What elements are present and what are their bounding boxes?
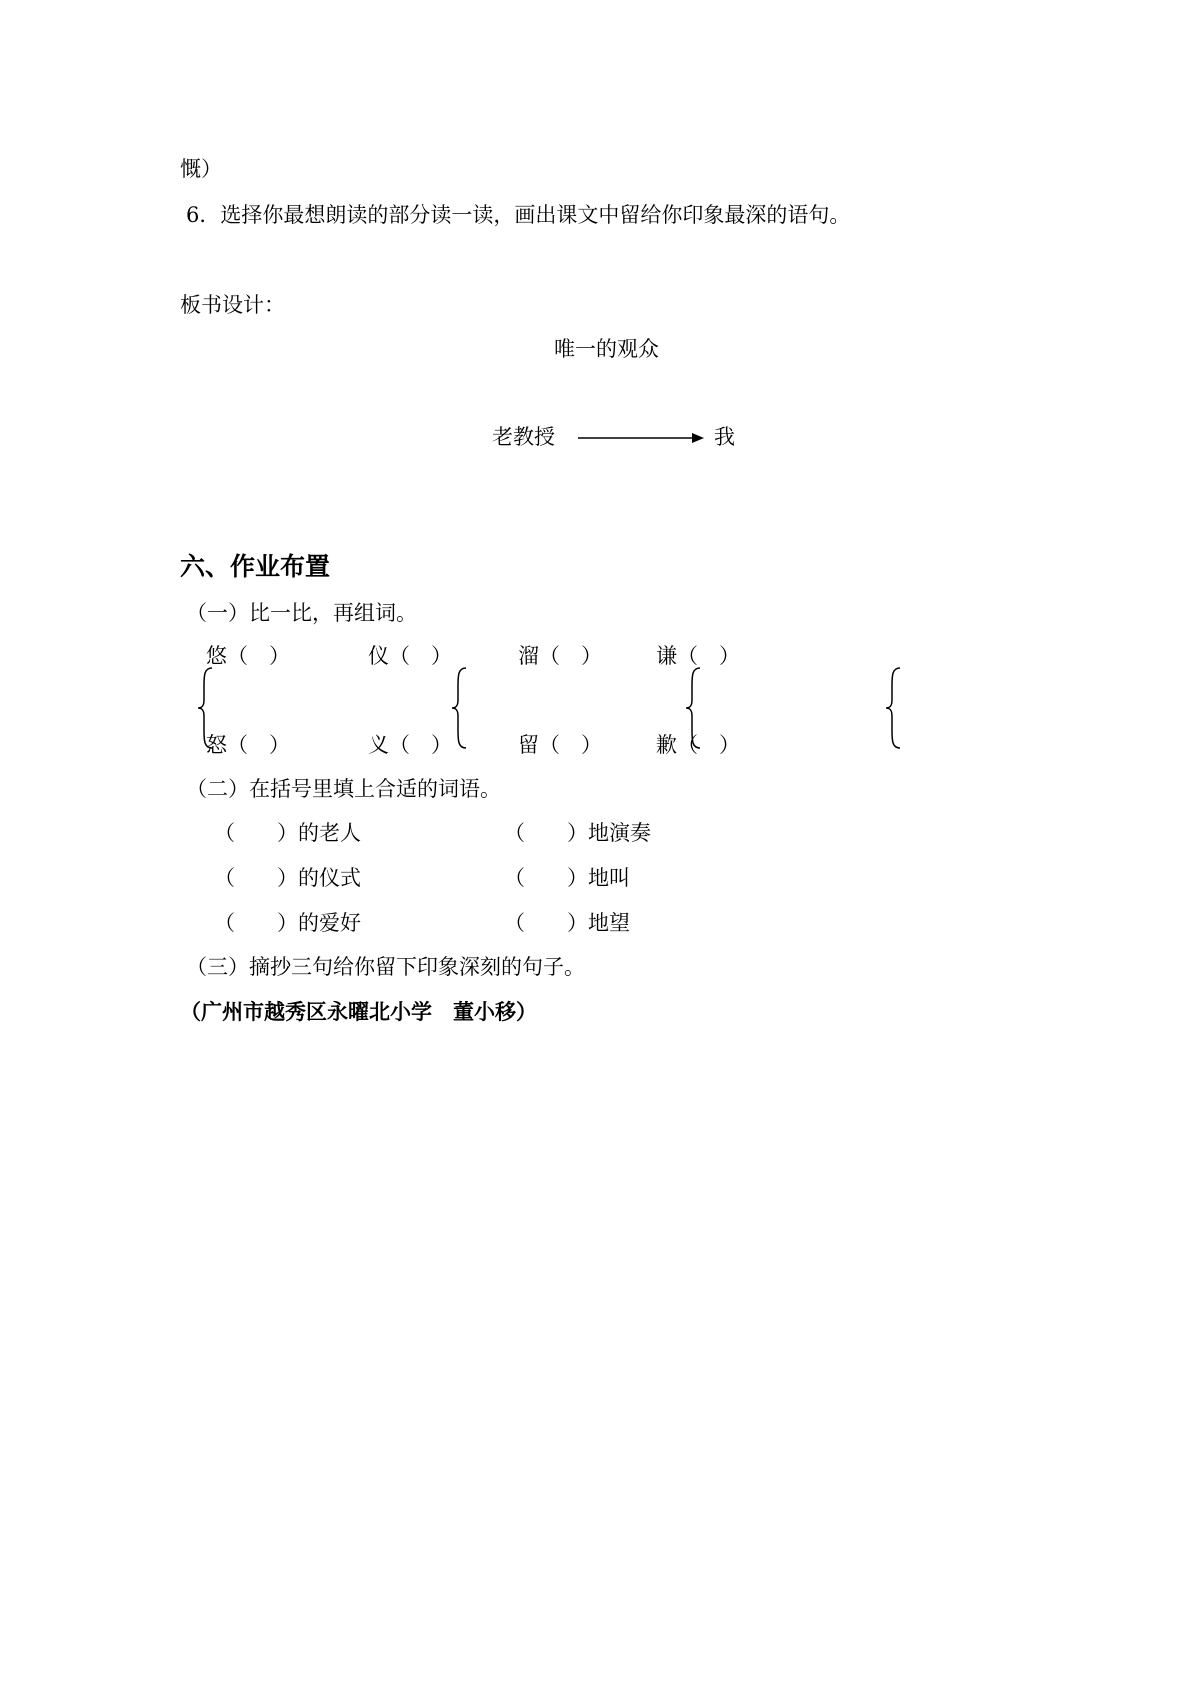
fill-left-2: （ ）的仪式 [214, 866, 361, 890]
pair-top-2: 仪（ ） [368, 644, 452, 668]
pair-top-1: 悠（ ） [206, 644, 290, 668]
pair-bottom-4: 歉（ ） [656, 733, 740, 757]
board-design-label: 板书设计： [180, 293, 285, 317]
part2-title: （二）在括号里填上合适的词语。 [186, 777, 501, 801]
curly-brace-icon [684, 666, 704, 750]
arrow-right-icon [576, 428, 706, 448]
pair-top-3: 溜（ ） [518, 644, 602, 668]
fill-right-3: （ ）地望 [504, 911, 630, 935]
part3-title: （三）摘抄三句给你留下印象深刻的句子。 [186, 955, 585, 979]
part1-title: （一）比一比，再组词。 [186, 601, 417, 625]
fill-left-3: （ ）的爱好 [214, 911, 361, 935]
pair-top-4: 谦（ ） [656, 644, 740, 668]
board-title: 唯一的观众 [554, 337, 659, 361]
item-6: 6．选择你最想朗读的部分读一读，画出课文中留给你印象最深的语句。 [186, 203, 851, 227]
curly-brace-icon [196, 666, 216, 750]
curly-brace-icon [884, 666, 904, 750]
pair-bottom-1: 怒（ ） [206, 733, 290, 757]
board-right-text: 我 [714, 425, 735, 449]
pair-bottom-2: 义（ ） [368, 733, 452, 757]
board-left-text: 老教授 [492, 425, 555, 449]
author-attribution: （广州市越秀区永曜北小学 董小移） [180, 999, 537, 1024]
continued-text: 慨） [180, 157, 222, 181]
fill-left-1: （ ）的老人 [214, 821, 361, 845]
fill-right-1: （ ）地演奏 [504, 821, 651, 845]
curly-brace-icon [450, 666, 470, 750]
section-heading: 六、作业布置 [180, 552, 331, 581]
fill-right-2: （ ）地叫 [504, 866, 630, 890]
pair-bottom-3: 留（ ） [518, 733, 602, 757]
